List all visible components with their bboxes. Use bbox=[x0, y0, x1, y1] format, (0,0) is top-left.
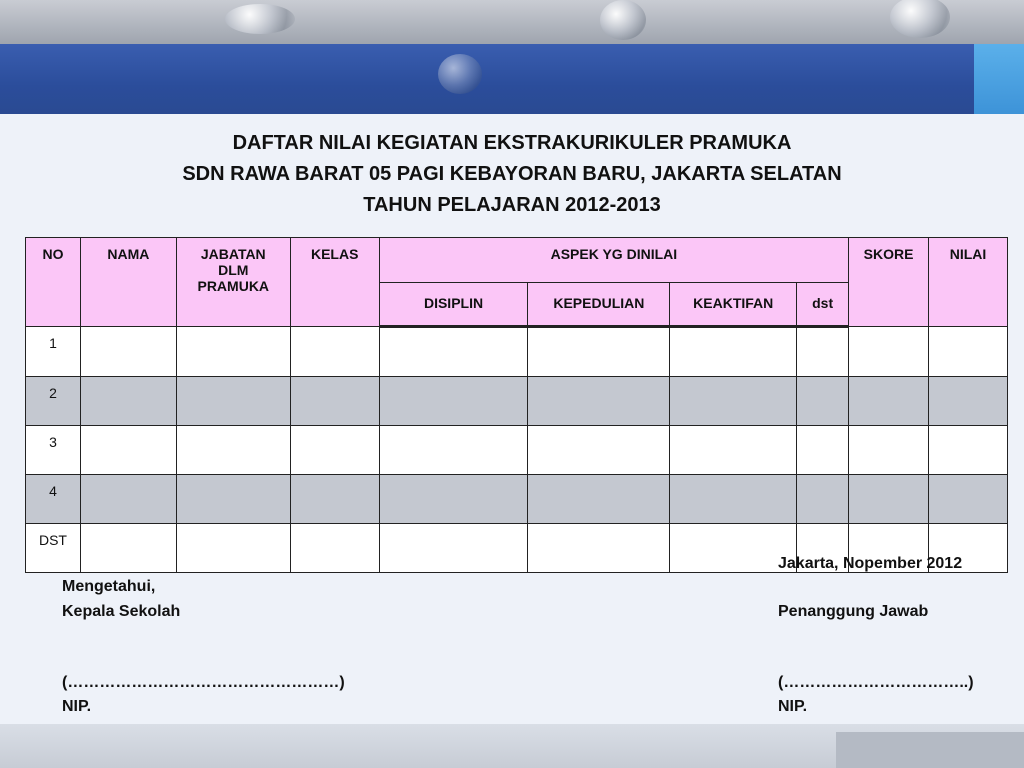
cell-jabatan[interactable] bbox=[176, 426, 290, 475]
cell-disiplin[interactable] bbox=[379, 327, 528, 377]
table-row bbox=[26, 475, 1008, 524]
cell-disiplin[interactable] bbox=[379, 377, 528, 426]
header-no: NO bbox=[26, 238, 81, 327]
cell-dst[interactable] bbox=[797, 327, 849, 377]
responsible-label: Penanggung Jawab bbox=[778, 603, 929, 620]
cell-skore[interactable] bbox=[849, 327, 929, 377]
row-number: 4 bbox=[26, 475, 81, 524]
cell-disiplin[interactable] bbox=[379, 475, 528, 524]
acknowledged-label: Mengetahui, bbox=[62, 578, 156, 595]
water-drop-decoration bbox=[225, 4, 295, 34]
cell-nilai[interactable] bbox=[929, 426, 1008, 475]
cell-disiplin[interactable] bbox=[379, 426, 528, 475]
cell-disiplin[interactable] bbox=[379, 524, 528, 573]
row-number: DST bbox=[26, 524, 81, 573]
header-nilai: NILAI bbox=[929, 238, 1008, 327]
header-jabatan: JABATAN DLM PRAMUKA bbox=[176, 238, 290, 327]
title-line-3: TAHUN PELAJARAN 2012-2013 bbox=[363, 194, 661, 216]
subheader-dst: dst bbox=[797, 283, 849, 327]
water-drop-decoration bbox=[438, 54, 482, 94]
cell-kepedulian[interactable] bbox=[528, 377, 670, 426]
cell-skore[interactable] bbox=[849, 475, 929, 524]
cell-nama[interactable] bbox=[80, 426, 176, 475]
header-blue-band bbox=[0, 44, 980, 114]
cell-nilai[interactable] bbox=[929, 327, 1008, 377]
cell-kelas[interactable] bbox=[290, 377, 379, 426]
cell-nama[interactable] bbox=[80, 475, 176, 524]
cell-skore[interactable] bbox=[849, 377, 929, 426]
cell-kelas[interactable] bbox=[290, 327, 379, 377]
cell-skore[interactable] bbox=[849, 426, 929, 475]
header-light-blue-band bbox=[974, 44, 1024, 114]
principal-label: Kepala Sekolah bbox=[62, 603, 181, 620]
cell-keaktifan[interactable] bbox=[670, 475, 797, 524]
subheader-disiplin: DISIPLIN bbox=[379, 283, 528, 327]
place-date: Jakarta, Nopember 2012 bbox=[778, 555, 963, 572]
header-banner bbox=[0, 0, 1024, 114]
cell-jabatan[interactable] bbox=[176, 327, 290, 377]
water-drop-decoration bbox=[890, 0, 950, 38]
table-row bbox=[26, 426, 1008, 475]
water-drop-decoration bbox=[600, 0, 646, 40]
title-line-2: SDN RAWA BARAT 05 PAGI KEBAYORAN BARU, JAKARTA SELATAN bbox=[182, 163, 842, 185]
row-number: 2 bbox=[26, 377, 81, 426]
responsible-nip: NIP. bbox=[778, 698, 808, 715]
header-aspek: ASPEK YG DINILAI bbox=[379, 238, 848, 283]
cell-dst[interactable] bbox=[797, 475, 849, 524]
responsible-signature-line: (……………………………..) bbox=[778, 674, 974, 691]
cell-nama[interactable] bbox=[80, 327, 176, 377]
cell-kelas[interactable] bbox=[290, 475, 379, 524]
cell-kepedulian[interactable] bbox=[528, 524, 670, 573]
row-number: 3 bbox=[26, 426, 81, 475]
subheader-kepedulian: KEPEDULIAN bbox=[528, 283, 670, 327]
principal-nip: NIP. bbox=[62, 698, 92, 715]
row-number: 1 bbox=[26, 327, 81, 377]
header-skore: SKORE bbox=[849, 238, 929, 327]
cell-kelas[interactable] bbox=[290, 426, 379, 475]
cell-jabatan[interactable] bbox=[176, 524, 290, 573]
document-title bbox=[0, 128, 1024, 221]
score-table bbox=[25, 237, 1008, 573]
cell-nama[interactable] bbox=[80, 377, 176, 426]
header-kelas: KELAS bbox=[290, 238, 379, 327]
footer-tab-decoration bbox=[836, 732, 1024, 768]
table-row bbox=[26, 377, 1008, 426]
cell-nama[interactable] bbox=[80, 524, 176, 573]
cell-nilai[interactable] bbox=[929, 377, 1008, 426]
table-row bbox=[26, 327, 1008, 377]
header-nama: NAMA bbox=[80, 238, 176, 327]
cell-kepedulian[interactable] bbox=[528, 426, 670, 475]
cell-keaktifan[interactable] bbox=[670, 327, 797, 377]
principal-signature-line: (……………………………………………) bbox=[62, 674, 345, 691]
subheader-keaktifan: KEAKTIFAN bbox=[670, 283, 797, 327]
cell-jabatan[interactable] bbox=[176, 377, 290, 426]
title-line-1: DAFTAR NILAI KEGIATAN EKSTRAKURIKULER PRAMUKA bbox=[232, 132, 792, 154]
cell-keaktifan[interactable] bbox=[670, 377, 797, 426]
cell-keaktifan[interactable] bbox=[670, 426, 797, 475]
cell-jabatan[interactable] bbox=[176, 475, 290, 524]
cell-kepedulian[interactable] bbox=[528, 475, 670, 524]
cell-kelas[interactable] bbox=[290, 524, 379, 573]
cell-dst[interactable] bbox=[797, 426, 849, 475]
cell-dst[interactable] bbox=[797, 377, 849, 426]
cell-kepedulian[interactable] bbox=[528, 327, 670, 377]
cell-nilai[interactable] bbox=[929, 475, 1008, 524]
